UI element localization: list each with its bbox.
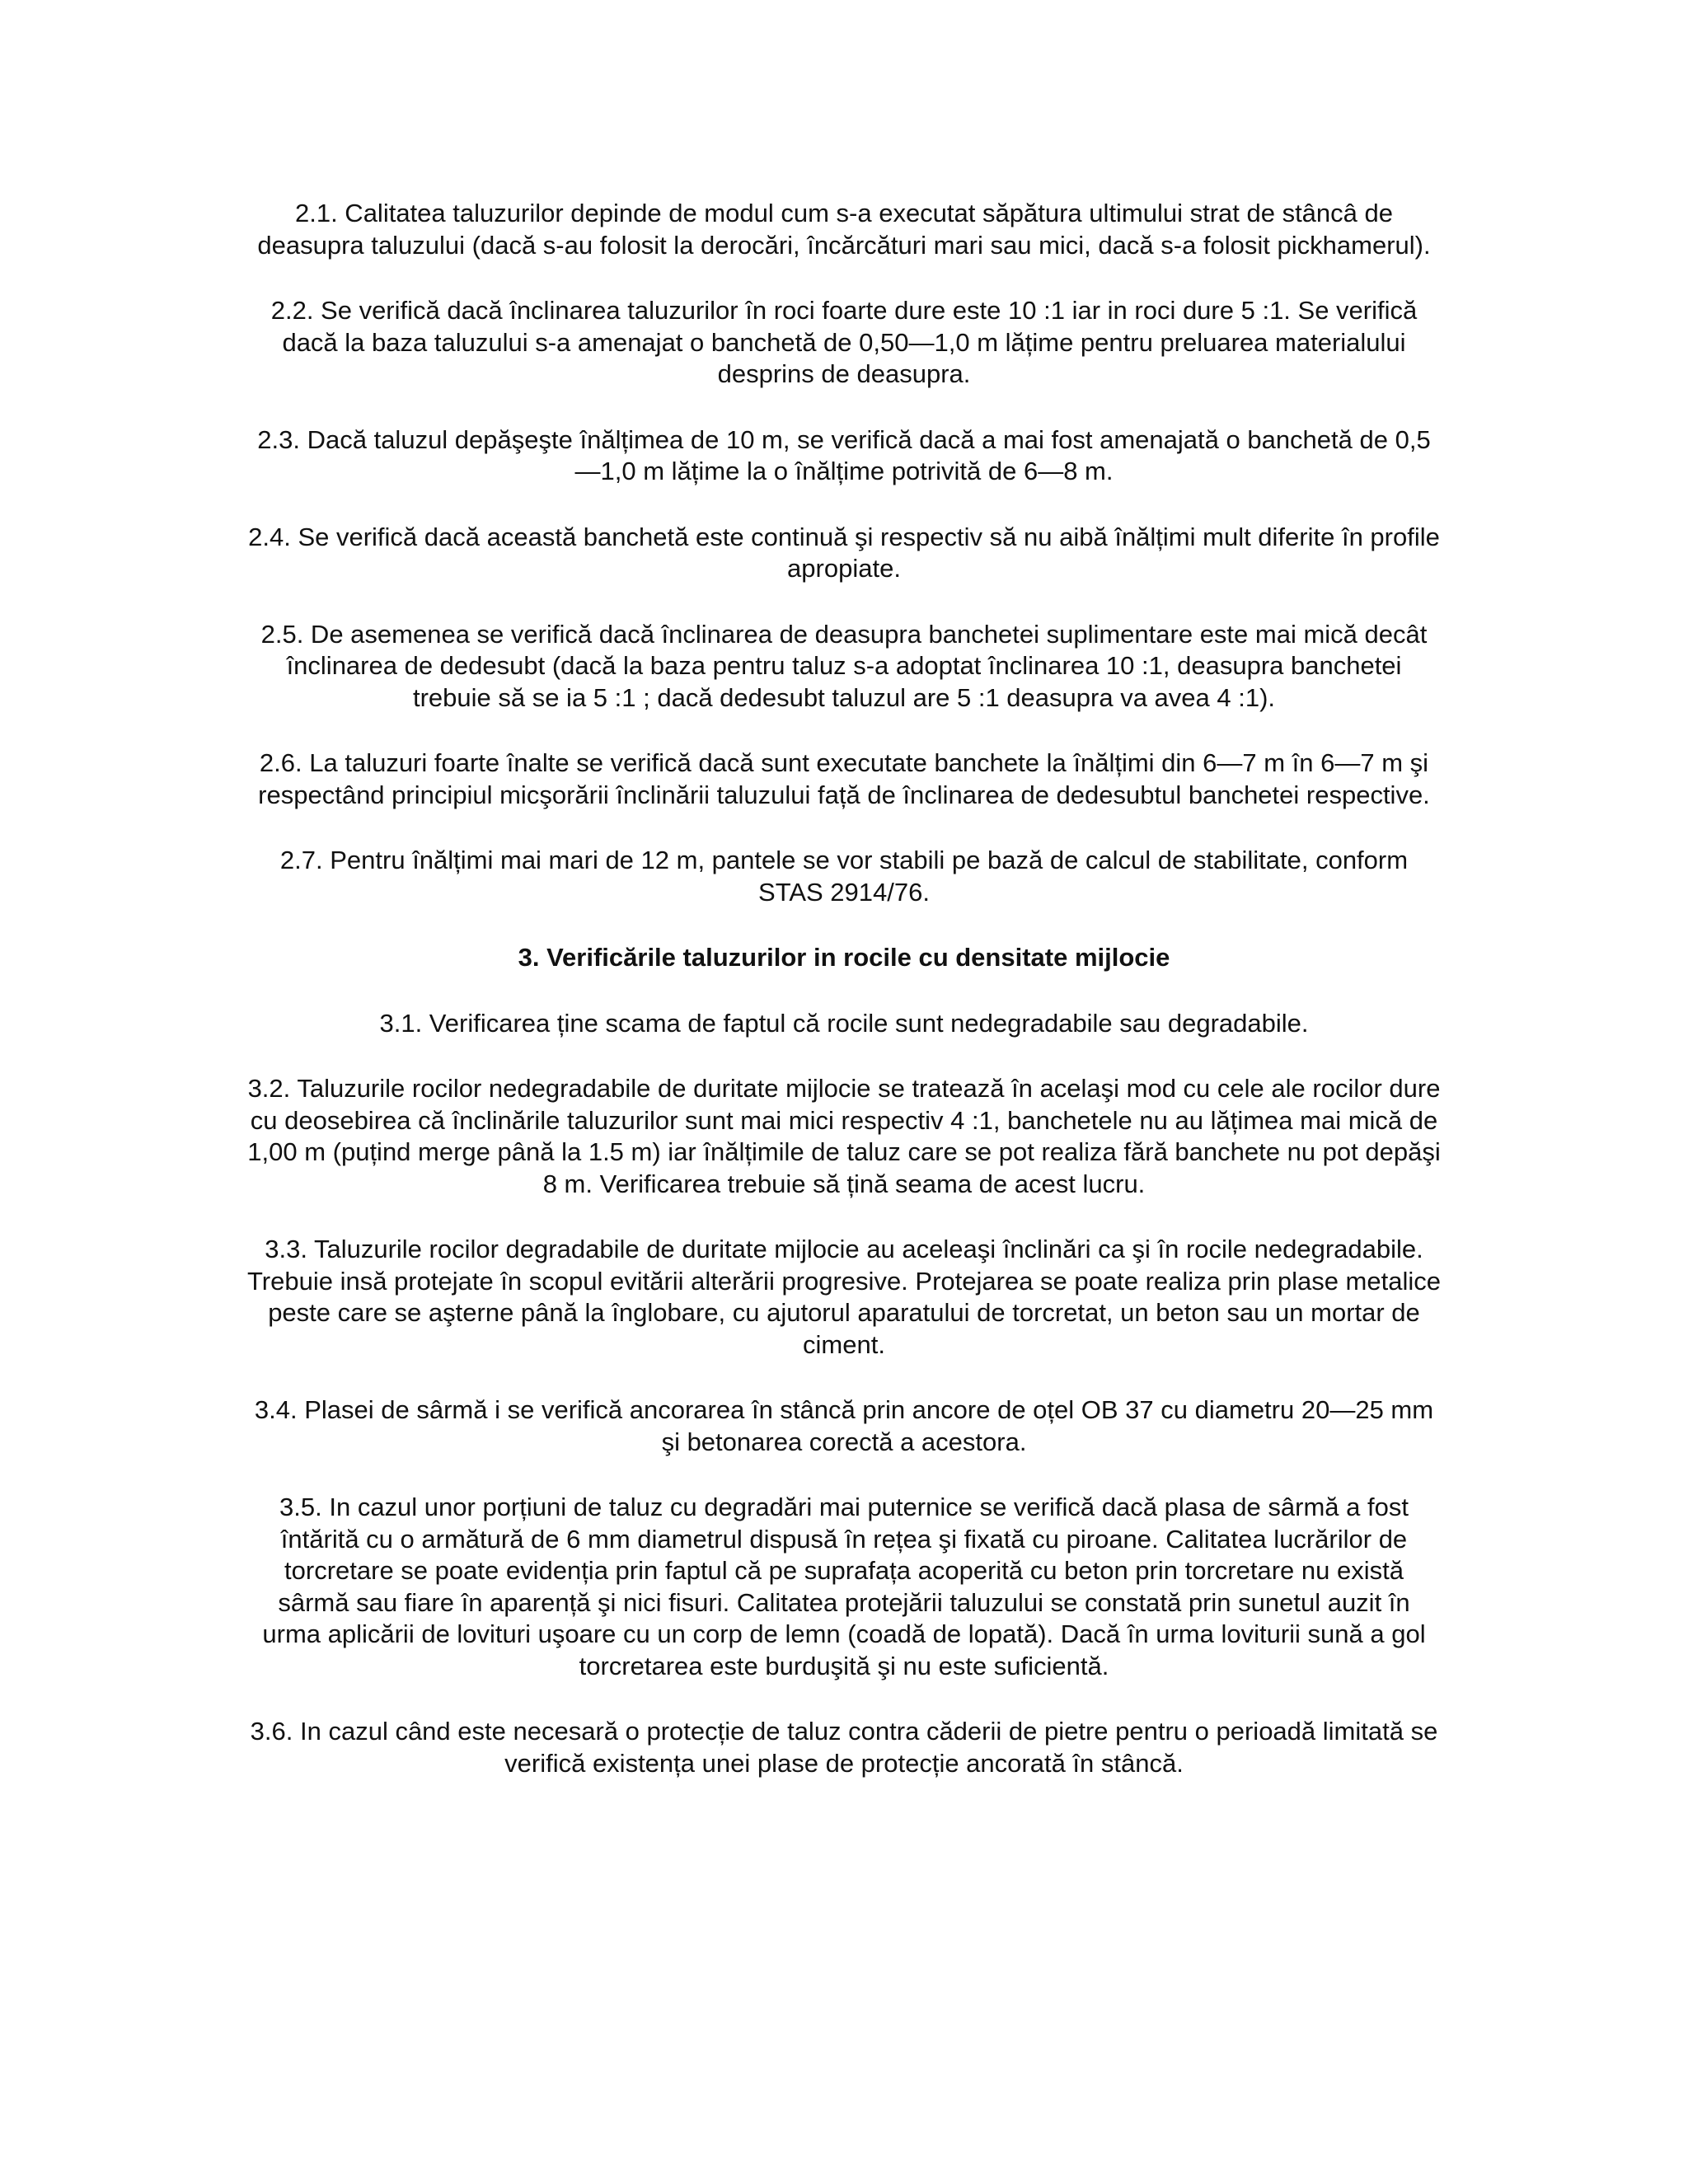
paragraph-2-6: 2.6. La taluzuri foarte înalte se verifică dacă sunt executate banchete la înălțimi din 6—7 m în 6—7 m şi respectând principiul micşorării înclinării taluzului față de înclinarea de dedesubtul banchetei respective. — [258, 748, 1430, 809]
paragraph-3-6: 3.6. In cazul când este necesară o protecție de taluz contra căderii de pietre pentru o perioadă limitată se verifică existența unei plase de protecție ancorată în stâncă. — [250, 1717, 1438, 1778]
paragraph-3-2: 3.2. Taluzurile rocilor nedegradabile de duritate mijlocie se tratează în acelaşi mod cu cele ale rocilor dure cu deosebirea că înclinările taluzurilor sunt mai mici respectiv 4 :1, banchetele nu au lățimea mai mică de 1,00 m (puțind merge până la 1.5 m) iar înălțimile de taluz care se pot realiza fără banchete nu pot depăşi 8 m. Verificarea trebuie să țină seama de acest lucru. — [247, 1074, 1441, 1198]
paragraph-3-4: 3.4. Plasei de sârmă i se verifică ancorarea în stâncă prin ancore de oțel OB 37 cu diametru 20—25 mm şi betonarea corectă a acestora. — [254, 1395, 1434, 1456]
section-3-heading: 3. Verificările taluzurilor in rocile cu densitate mijlocie — [518, 943, 1170, 972]
paragraph-2-4: 2.4. Se verifică dacă această banchetă este continuă şi respectiv să nu aibă înălțimi mult diferite în profile apropiate. — [248, 522, 1440, 583]
paragraph-3-1: 3.1. Verificarea ține scama de faptul că rocile sunt nedegradabile sau degradabile. — [379, 1008, 1309, 1038]
document-body — [247, 198, 1441, 1813]
paragraph-2-1: 2.1. Calitatea taluzurilor depinde de modul cum s-a executat săpătura ultimului strat de stâncâ de deasupra taluzului (dacă s-au folosit la derocări, încărcături mari sau mici, dacă s-a folosit pickhamerul). — [257, 199, 1431, 260]
paragraph-2-5: 2.5. De asemenea se verifică dacă înclinarea de deasupra banchetei suplimentare este mai mică decât înclinarea de dedesubt (dacă la baza pentru taluz s-a adoptat înclinarea 10 :1, deasupra banchetei trebuie să se ia 5 :1 ; dacă dedesubt taluzul are 5 :1 deasupra va avea 4 :1). — [260, 619, 1428, 712]
paragraph-3-3: 3.3. Taluzurile rocilor degradabile de duritate mijlocie au aceleaşi înclinări ca şi în rocile nedegradabile. Trebuie insă protejate în scopul evitării alterării progresive. Protejarea se poate realiza prin plase metalice peste care se aşterne până la înglobare, cu ajutorul aparatului de torcretat, un beton sau un mortar de ciment. — [247, 1235, 1441, 1359]
paragraph-2-2: 2.2. Se verifică dacă înclinarea taluzurilor în roci foarte dure este 10 :1 iar in roci dure 5 :1. Se verifică dacă la baza taluzului s-a amenajat o banchetă de 0,50—1,0 m lățime pentru preluarea materialului desprins de deasupra. — [270, 296, 1418, 388]
paragraph-3-5: 3.5. In cazul unor porțiuni de taluz cu degradări mai puternice se verifică dacă plasa de sârmă a fost întărită cu o armătură de 6 mm diametrul dispusă în rețea şi fixată cu piroane. Calitatea lucrărilor de torcretare se poate evidenția prin faptul că pe suprafața acoperită cu beton prin torcretare nu există sârmă sau fiare în aparență şi nici fisuri. Calitatea protejării taluzului se constată prin sunetul auzit în urma aplicării de lovituri uşoare cu un corp de lemn (coadă de lopată). Dacă în urma loviturii sună a gol torcretarea este burduşită şi nu este suficientă. — [262, 1493, 1426, 1680]
paragraph-2-3: 2.3. Dacă taluzul depăşeşte înălțimea de 10 m, se verifică dacă a mai fost amenajată o banchetă de 0,5—1,0 m lățime la o înălțime potrivită de 6—8 m. — [257, 424, 1431, 485]
paragraph-2-7: 2.7. Pentru înălțimi mai mari de 12 m, pantele se vor stabili pe bază de calcul de stabilitate, conform STAS 2914/76. — [279, 846, 1409, 907]
